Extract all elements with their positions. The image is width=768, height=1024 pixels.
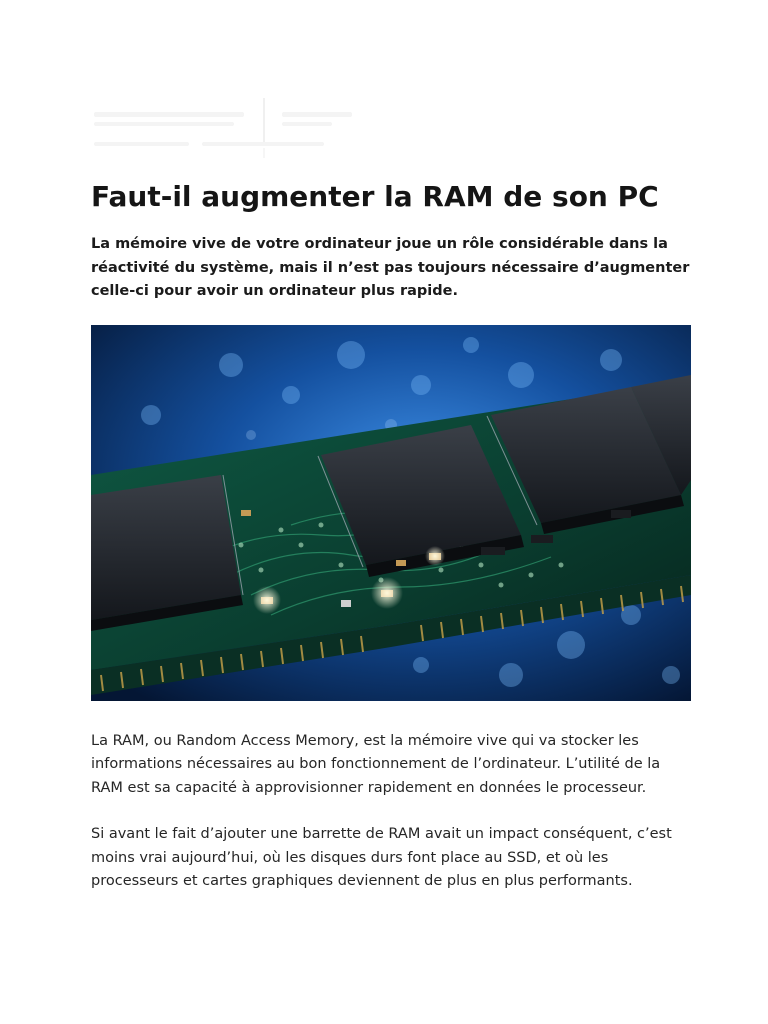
site-logo[interactable] [92,96,362,160]
article-title: Faut-il augmenter la RAM de son PC [91,180,659,213]
article [91,181,691,894]
article-paragraph: La RAM, ou Random Access Memory, est la mémoire vive qui va stocker les informations nécessaires au bon fonctionnement de l’ordinateur. L’utilité de la RAM est sa capacité à approvisionner rapidement en données le processeur. [91,732,661,796]
ram-module-photo [91,325,691,701]
site-logo-icon [92,96,362,160]
article-paragraph: Si avant le fait d’ajouter une barrette de RAM avait un impact conséquent, c’est moins vrai aujourd’hui, où les disques durs font place au SSD, et où les processeurs et cartes graphiques deviennent de plus en plus performants. [91,826,672,889]
article-lead: La mémoire vive de votre ordinateur joue un rôle considérable dans la réactivité du système, mais il n’est pas toujours nécessaire d’augmenter celle-ci pour avoir un ordinateur plus rapide. [91,236,690,299]
